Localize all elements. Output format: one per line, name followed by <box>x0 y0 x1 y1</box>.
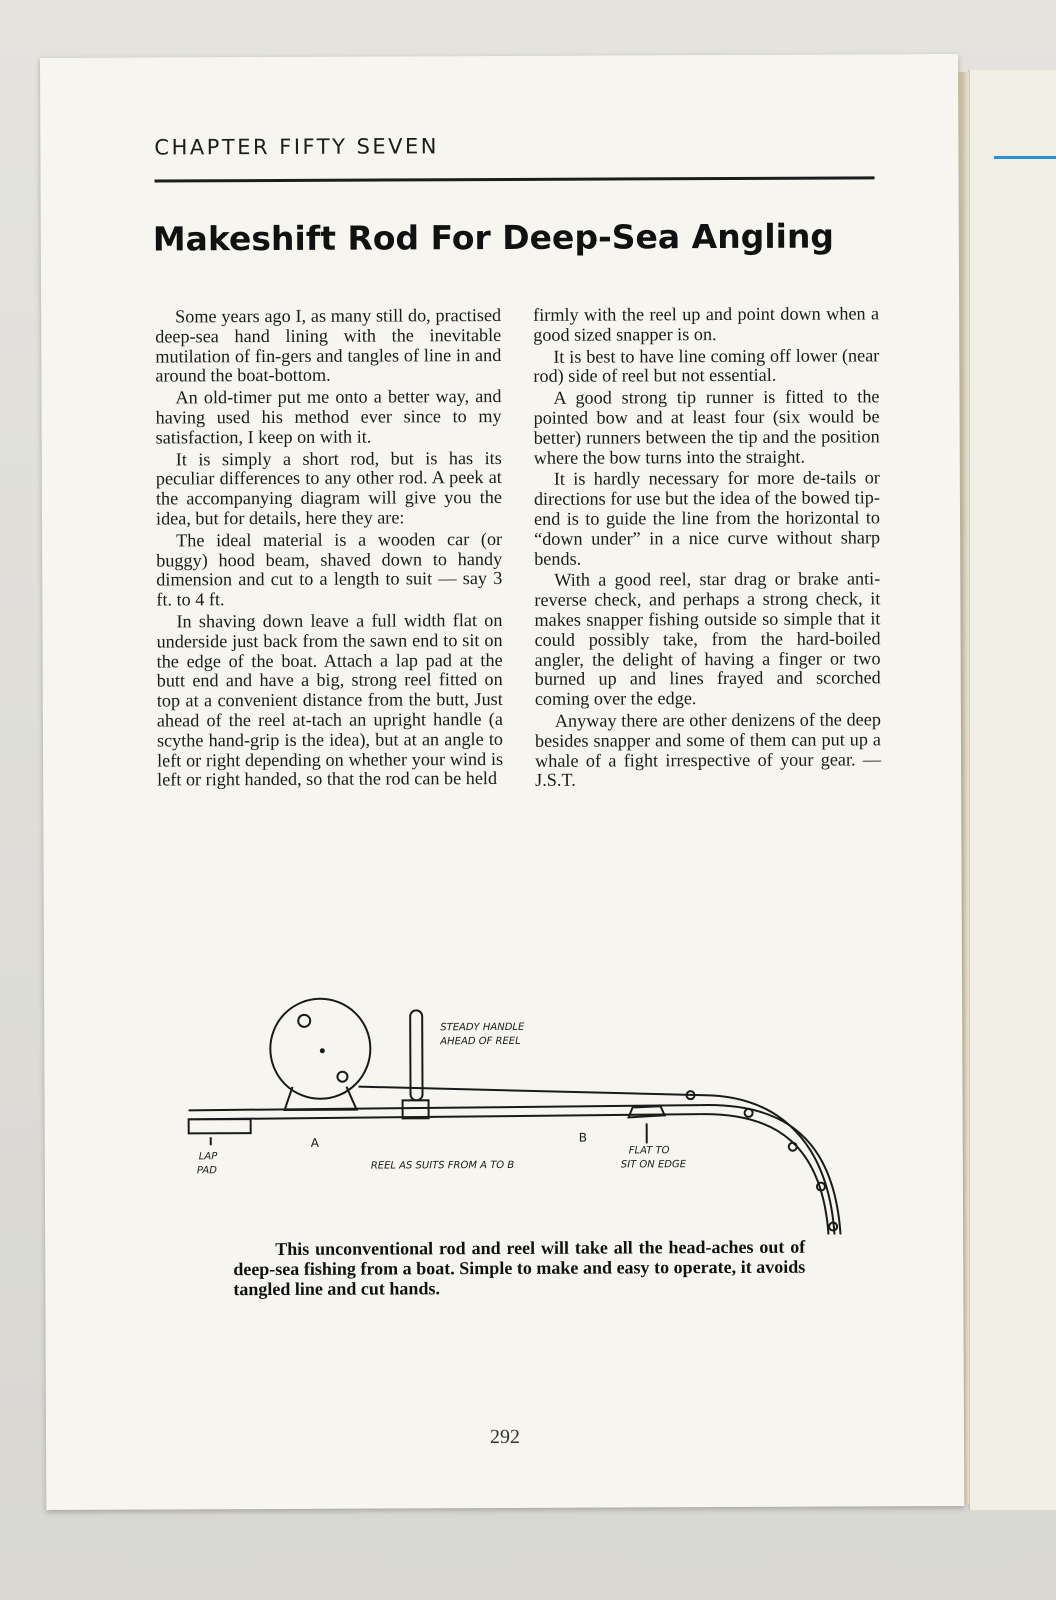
next-page-rule <box>994 156 1056 159</box>
label-flat-to: FLAT TO <box>628 1145 670 1157</box>
left-column <box>155 306 503 793</box>
page-number: 292 <box>489 1425 521 1449</box>
right-column <box>533 304 881 793</box>
reel-center <box>321 1049 324 1052</box>
lap-pad <box>189 1119 251 1133</box>
label-ahead-of-reel: AHEAD OF REEL <box>440 1035 521 1048</box>
paragraph: A good strong tip runner is fitted to the pointed bow and at least four (six would be better) runners between the tip and the position where the bow turns into the straight. <box>533 386 880 468</box>
paragraph: The ideal material is a wooden car (or buggy) hood beam, shaved down to handy dimension and cut to a length to suit — say 3 ft. to 4 ft. <box>156 528 503 610</box>
book-page <box>40 54 964 1510</box>
chapter-heading: CHAPTER FIFTY SEVEN <box>154 134 440 160</box>
figure-caption <box>233 1237 805 1299</box>
article-title: Makeshift Rod For Deep-Sea Angling <box>152 216 835 259</box>
rod-diagram <box>180 934 861 1237</box>
paragraph: In shaving down leave a full width flat on underside just back from the sawn end to sit on the edge of the boat. Attach a lap pad at the butt end and have a big, strong reel fitted on top at a convenient distance from the butt, Just ahead of the reel at-tach an upright handle (a scythe hand-grip is the idea), but at an angle to left or right depending on whether your wind is left or right handed, so that the rod can be held <box>156 609 504 790</box>
label-sit-on-edge: SIT ON EDGE <box>620 1159 687 1171</box>
label-reel-range: REEL AS SUITS FROM A TO B <box>370 1159 515 1172</box>
label-a: A <box>310 1135 319 1150</box>
caption-text: This unconventional rod and reel will take all the head-aches out of deep-sea fishing from a boat. Simple to make and easy to operate, it avoids tangled line and cut hands. <box>233 1236 806 1300</box>
label-lap: LAP <box>198 1151 218 1163</box>
handle-base <box>403 1100 429 1118</box>
paragraph: With a good reel, star drag or brake anti-reverse check, and perhaps a strong check, it makes snapper fishing outside so simple that it could possibly take, from the hard-boiled angler, the delight of having a finger or two burned up and lines frayed and scorched coming over the edge. <box>534 568 881 709</box>
rod-top-edge <box>189 1105 701 1110</box>
steady-handle <box>410 1010 422 1100</box>
rod-bottom-edge <box>189 1114 701 1119</box>
runner <box>745 1109 753 1117</box>
fishing-line-tip <box>701 1095 836 1238</box>
reel-icon <box>270 999 370 1099</box>
paragraph: It is hardly necessary for more de-tails or directions for use but the idea of the bowed tip-end is to guide the line from the horizontal to “down under” in a nice curve without sharp bends. <box>533 467 881 569</box>
chapter-rule <box>155 176 875 182</box>
paragraph: Anyway there are other denizens of the deep besides snapper and some of them can put up a whale of a fight irrespective of your gear. —J.S.T. <box>534 709 882 791</box>
paragraph: An old-timer put me onto a better way, and having used his method ever since to my satisfaction, I keep on with it. <box>155 386 502 448</box>
label-b: B <box>578 1130 587 1145</box>
label-pad: PAD <box>196 1165 217 1177</box>
label-steady-handle: STEADY HANDLE <box>440 1021 525 1034</box>
reel-knob <box>337 1072 347 1082</box>
reel-knob <box>298 1015 310 1027</box>
next-page-edge <box>968 70 1056 1510</box>
rod-bow-inner <box>701 1114 830 1238</box>
paragraph: Some years ago I, as many still do, practised deep-sea hand lining with the inevitable mutilation of fin-gers and tangles of line in and around the boat-bottom. <box>155 304 502 386</box>
runner <box>789 1143 797 1151</box>
paragraph: It is simply a short rod, but is has its peculiar differences to any other rod. A peek at the accompanying diagram will give you the idea, but for details, here they are: <box>155 447 502 529</box>
paragraph: It is best to have line coming off lower (near rod) side of reel but not essential. <box>533 344 880 387</box>
paragraph: firmly with the reel up and point down when a good sized snapper is on. <box>533 303 880 345</box>
